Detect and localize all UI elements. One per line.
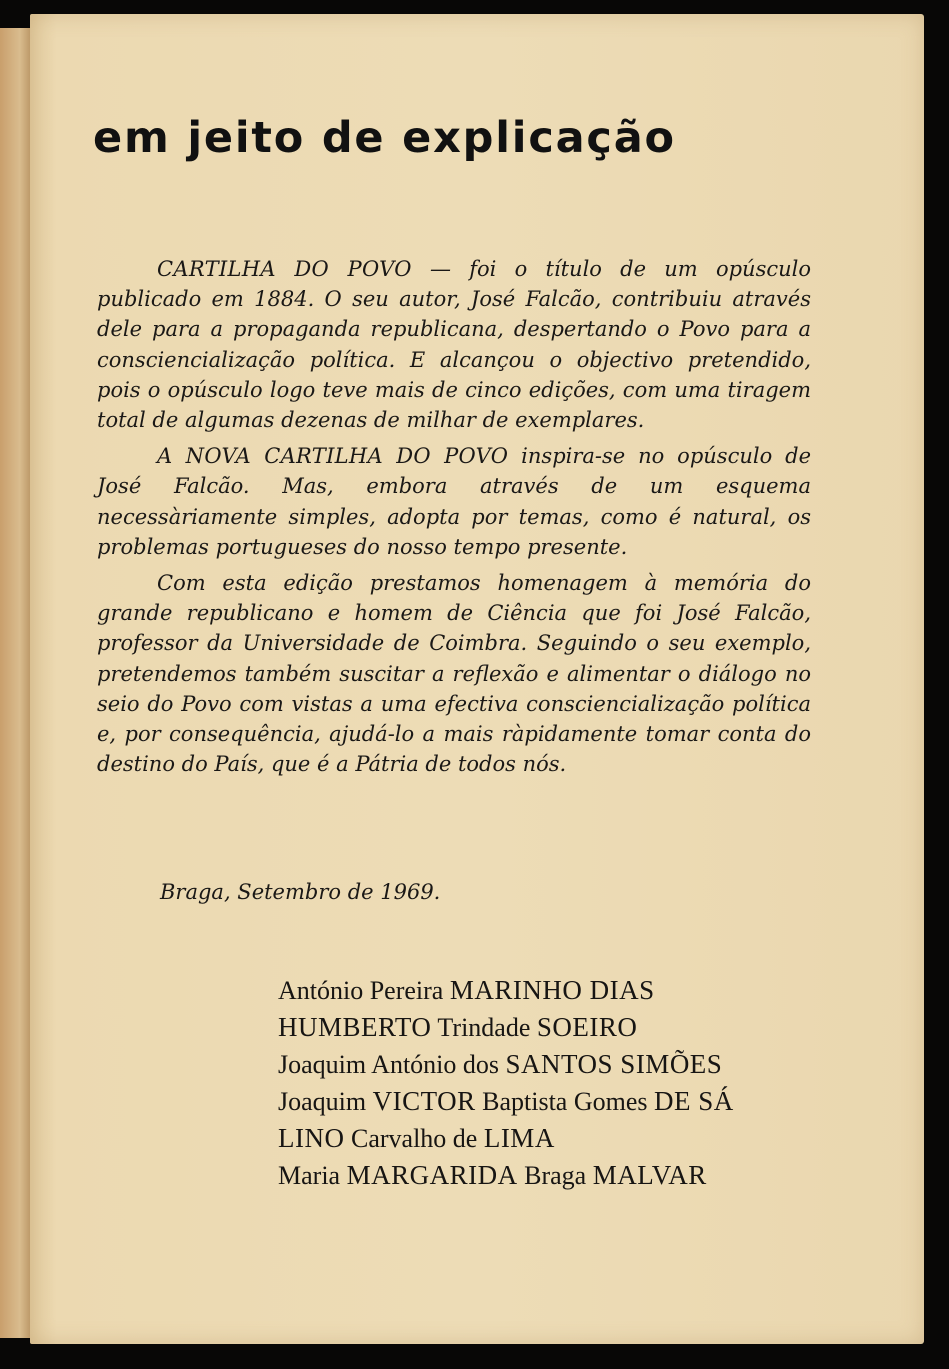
name-part: Joaquim António dos [278, 1050, 506, 1079]
paragraph-nova-cartilha [97, 441, 811, 562]
surname-caps: VICTOR [372, 1086, 476, 1116]
name-part: Trindade [431, 1013, 537, 1042]
paragraph-text: Com esta edição prestamos homenagem à memória do grande republicano e homem de Ciência que foi José Falcão, professor da Universidade de Coimbra. Seguindo o seu exemplo, pretendemos também suscitar a reflexão e alimentar o diálogo no seio do Povo com vistas a uma efectiva consciencialização política e, por consequência, ajudá-lo a mais ràpidamente tomar conta do destino do País, que é a Pátria de todos nós. [97, 571, 811, 777]
signatory-6 [278, 1157, 818, 1194]
name-part: Braga [517, 1161, 593, 1190]
page-heading: em jeito de explicação [93, 113, 676, 163]
signatory-4 [278, 1083, 818, 1120]
surname-caps: MALVAR [592, 1160, 707, 1190]
signatory-3 [278, 1046, 818, 1083]
explanation-text [97, 254, 811, 785]
paragraph-text: — foi o título de um opúsculo publicado em 1884. O seu autor, José Falcão, contribuiu através dele para a propaganda republicana, despertando o Povo para a consciencialização política. E alcançou o objectivo pretendido, pois o opúsculo logo teve mais de cinco edições, com uma tiragem total de algumas dezenas de milhar de exemplares. [97, 257, 811, 433]
signatory-2 [278, 1009, 818, 1046]
surname-caps: SOEIRO [536, 1012, 638, 1042]
paragraph-lead: A NOVA CARTILHA DO POVO [157, 444, 509, 469]
surname-caps: HUMBERTO [278, 1012, 432, 1042]
date-line: Braga, Setembro de 1969. [160, 880, 441, 904]
paragraph-lead: CARTILHA DO POVO [157, 257, 412, 281]
surname-caps: MARGARIDA [346, 1160, 518, 1190]
name-part: Carvalho de [344, 1124, 484, 1153]
surname-caps: DE SÁ [654, 1086, 734, 1116]
paragraph-cartilha [97, 254, 811, 435]
name-part: Joaquim [278, 1087, 373, 1116]
signatory-5 [278, 1120, 818, 1157]
paragraph-homenagem [97, 568, 811, 779]
name-part: António Pereira [278, 976, 450, 1005]
name-part: Baptista Gomes [475, 1087, 654, 1116]
name-part: Maria [278, 1161, 347, 1190]
signatory-1 [278, 972, 818, 1009]
surname-caps: SANTOS SIMÕES [505, 1049, 723, 1079]
surname-caps: LINO [278, 1123, 345, 1153]
paragraph-text: inspira-se no opúsculo de José Falcão. Mas, embora através de um esquema necessàriamente simples, adopta por temas, como é natural, os problemas portugueses do nosso tempo presente. [97, 444, 811, 559]
surname-caps: MARINHO DIAS [449, 975, 655, 1005]
surname-caps: LIMA [483, 1123, 555, 1153]
signatories-list [278, 972, 818, 1194]
